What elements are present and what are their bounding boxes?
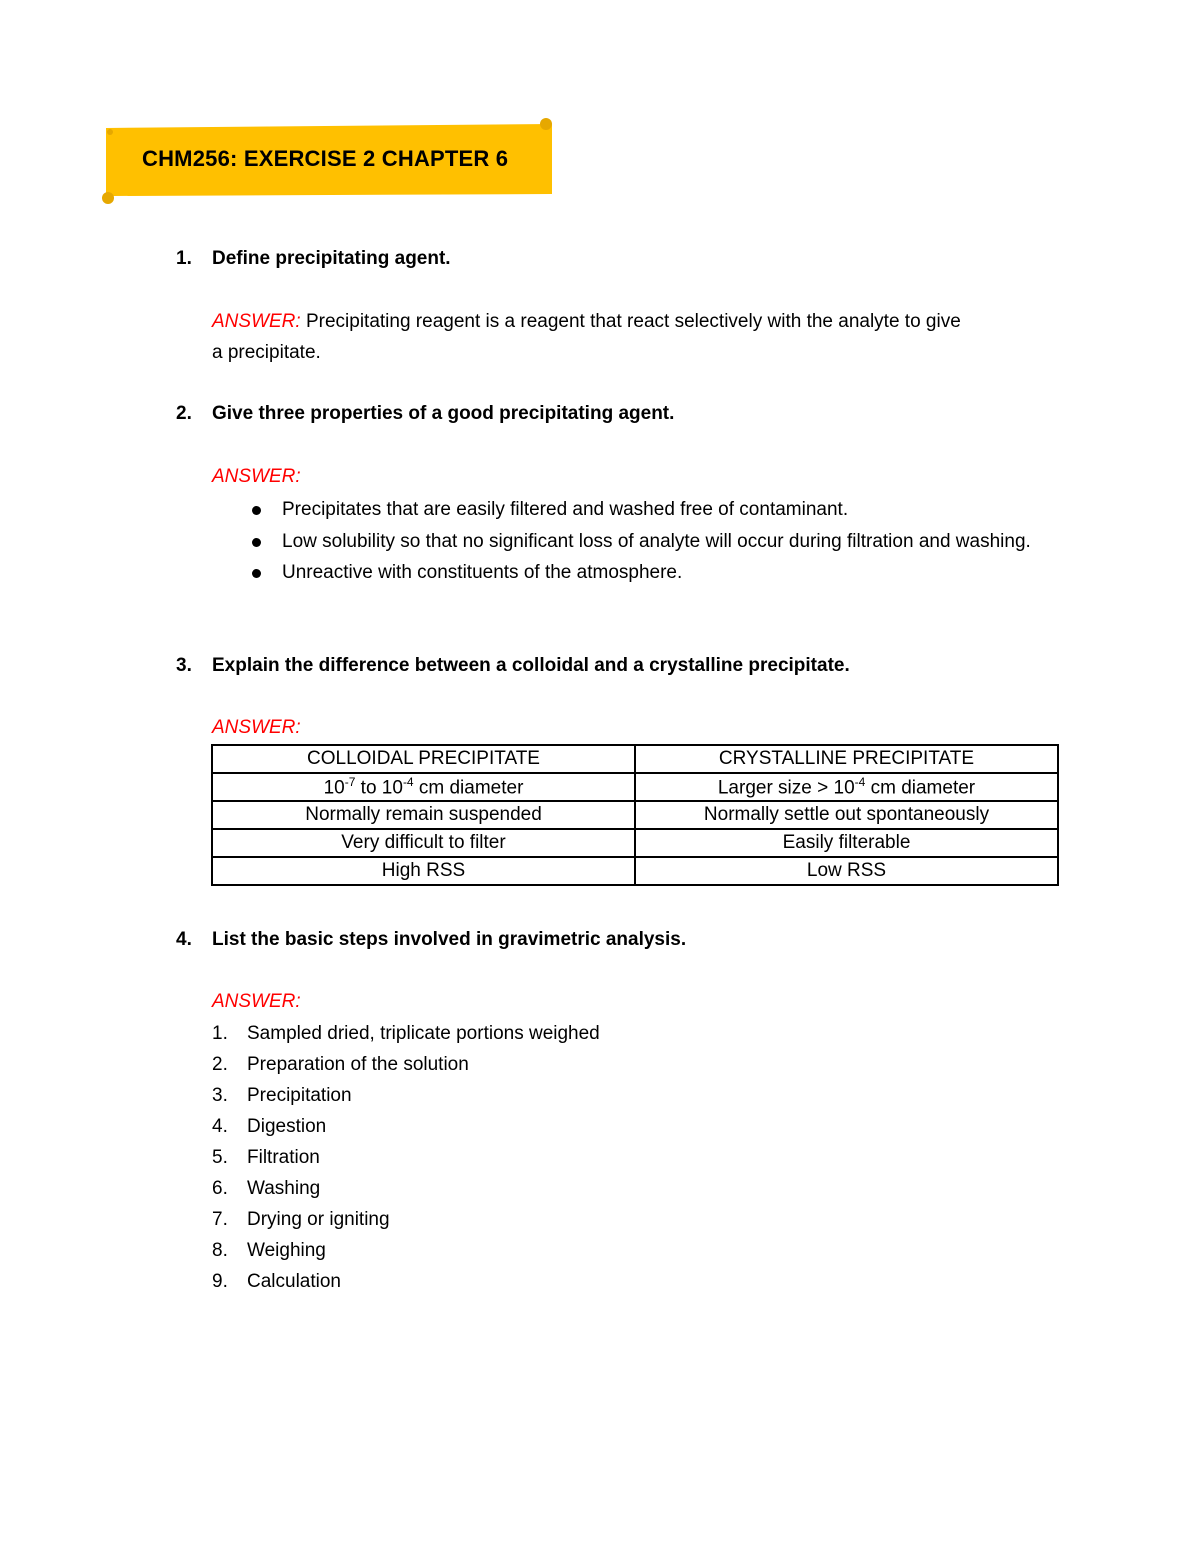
list-item: Unreactive with constituents of the atmosphere. <box>248 557 1078 589</box>
bullet-icon <box>252 569 261 578</box>
answer-3-label <box>212 712 301 743</box>
page-title: CHM256: EXERCISE 2 CHAPTER 6 <box>142 146 509 171</box>
question-3 <box>176 655 850 677</box>
question-text: Explain the difference between a colloidal and a crystalline precipitate. <box>212 655 850 676</box>
list-item: 3. Precipitation <box>212 1085 352 1106</box>
list-item: 8. Weighing <box>212 1240 326 1261</box>
question-number: 2. <box>176 403 192 424</box>
table-cell: Normally settle out spontaneously <box>635 801 1058 829</box>
list-item: 7. Drying or igniting <box>212 1209 390 1230</box>
comparison-table <box>211 744 1059 886</box>
table-cell: Easily filterable <box>635 829 1058 857</box>
question-2 <box>176 403 674 425</box>
question-text: Give three properties of a good precipitating agent. <box>212 403 675 424</box>
answer-2-label <box>212 461 301 492</box>
question-text: Define precipitating agent. <box>212 248 451 269</box>
answer-label: ANSWER: <box>212 717 301 738</box>
answer-4-label <box>212 986 301 1017</box>
list-item: 2. Preparation of the solution <box>212 1054 469 1075</box>
table-header: COLLOIDAL PRECIPITATE <box>212 745 635 773</box>
question-4 <box>176 929 686 951</box>
question-number: 3. <box>176 655 192 676</box>
list-item: 5. Filtration <box>212 1147 320 1168</box>
answer-1-line2: a precipitate. <box>212 342 321 363</box>
table-cell: Low RSS <box>635 857 1058 885</box>
list-item: 1. Sampled dried, triplicate portions weighed <box>212 1023 600 1044</box>
list-item: Low solubility so that no significant loss of analyte will occur during filtration and washing. <box>248 526 1078 558</box>
question-1 <box>176 248 451 270</box>
table-row <box>212 829 1058 857</box>
list-item: 6. Washing <box>212 1178 321 1199</box>
question-number: 4. <box>176 929 192 950</box>
bullet-icon <box>252 506 261 515</box>
table-header-row <box>212 745 1058 773</box>
answer-1-line1: ANSWER: Precipitating reagent is a reagent that react selectively with the analyte to give <box>212 311 961 332</box>
bullet-icon <box>252 538 261 547</box>
table-row <box>212 857 1058 885</box>
answer-label: ANSWER: <box>212 991 301 1012</box>
table-cell: Normally remain suspended <box>212 801 635 829</box>
table-cell: Larger size > $10^{-4}$ cm diameter <box>635 773 1058 801</box>
table-cell: High RSS <box>212 857 635 885</box>
question-text: List the basic steps involved in gravimetric analysis. <box>212 929 687 950</box>
table-header: CRYSTALLINE PRECIPITATE <box>635 745 1058 773</box>
table-cell: Very difficult to filter <box>212 829 635 857</box>
table-cell: $10^{-7}$ to $10^{-4}$ cm diameter <box>212 773 635 801</box>
answer-label: ANSWER: <box>212 311 301 332</box>
list-item: 9. Calculation <box>212 1271 341 1292</box>
title-banner <box>100 116 556 206</box>
answer-4-steps <box>212 1018 600 1297</box>
list-item: 4. Digestion <box>212 1116 327 1137</box>
table-row <box>212 801 1058 829</box>
answer-1 <box>212 306 1072 368</box>
table-row <box>212 773 1058 801</box>
question-number: 1. <box>176 248 192 269</box>
answer-2-bullets <box>248 494 1078 589</box>
list-item: Precipitates that are easily filtered and washed free of contaminant. <box>248 494 1078 526</box>
answer-label: ANSWER: <box>212 466 301 487</box>
